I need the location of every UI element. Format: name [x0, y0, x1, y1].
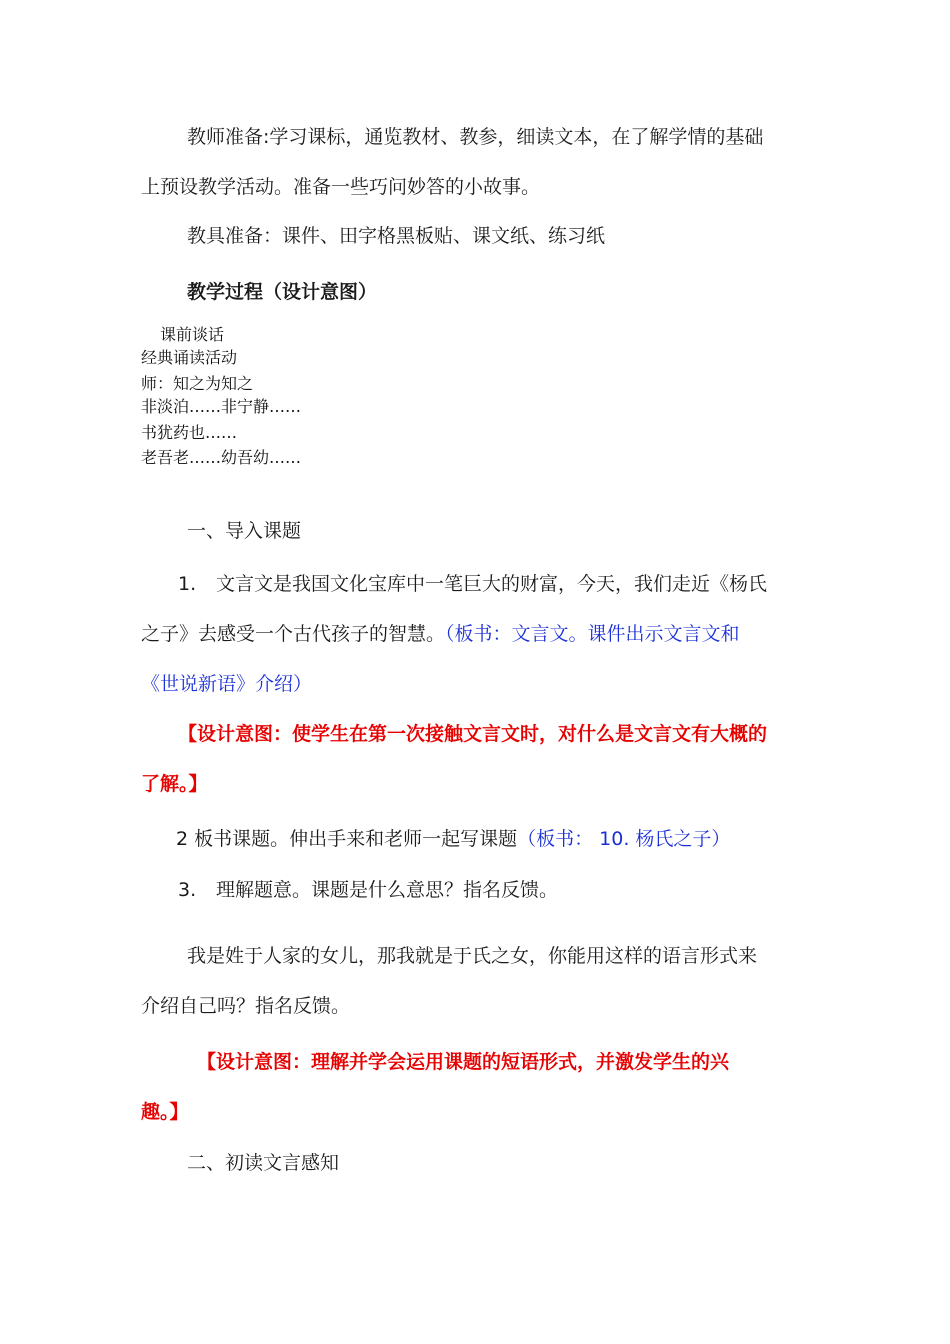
item2-text: 2 板书课题。伸出手来和老师一起写课题: [176, 828, 518, 850]
design-intent-2-line2: 趣。】: [141, 1101, 189, 1123]
section1-heading: 一、导入课题: [187, 520, 302, 542]
item3-number: 3.: [178, 879, 197, 901]
recitation-line: 师：知之为知之: [141, 374, 254, 393]
teaching-tools-line: 教具准备：课件、田字格黑板贴、课文纸、练习纸: [187, 225, 606, 247]
item3-text: 理解题意。课题是什么意思？指名反馈。: [216, 879, 559, 901]
board-note-title: （板书： 10. 杨氏之子）: [517, 828, 731, 850]
recitation-line: 非淡泊……非宁静……: [141, 397, 302, 416]
recitation-line: 老吾老……幼吾幼……: [141, 448, 302, 467]
recitation-line: 书犹药也……: [141, 423, 238, 442]
design-intent-1-line2: 了解。】: [141, 773, 208, 795]
teacher-prep-line1: 教师准备:学习课标，通览教材、教参，细读文本，在了解学情的基础: [187, 126, 764, 148]
item1-line2: [141, 622, 740, 646]
item2-line: [176, 827, 730, 851]
board-note: （板书：文言文。课件出示文言文和: [445, 623, 740, 645]
section2-heading: 二、初读文言感知: [187, 1152, 340, 1174]
item1-line1: [178, 572, 767, 596]
item1-line2-text: 之子》去感受一个古代孩子的智慧。: [141, 623, 446, 645]
item1-text: 文言文是我国文化宝库中一笔巨大的财富，今天，我们走近《杨氏: [216, 573, 768, 595]
pre-class-title: 课前谈话: [160, 325, 225, 344]
intro-paragraph-line2: 介绍自己吗？指名反馈。: [141, 995, 351, 1017]
item1-number: 1.: [178, 573, 197, 595]
intro-paragraph-line1: 我是姓于人家的女儿，那我就是于氏之女，你能用这样的语言形式来: [187, 945, 758, 967]
process-heading: 教学过程（设计意图）: [187, 281, 378, 303]
pre-class-activity: 经典诵读活动: [141, 348, 238, 367]
teacher-prep-line2: 上预设教学活动。准备一些巧问妙答的小故事。: [141, 176, 541, 198]
design-intent-1-line1: 【设计意图：使学生在第一次接触文言文时，对什么是文言文有大概的: [178, 723, 768, 745]
design-intent-2-line1: 【设计意图：理解并学会运用课题的短语形式，并激发学生的兴: [197, 1051, 730, 1073]
board-note-cont: 《世说新语》介绍）: [141, 673, 313, 695]
item3-line: [178, 878, 558, 902]
